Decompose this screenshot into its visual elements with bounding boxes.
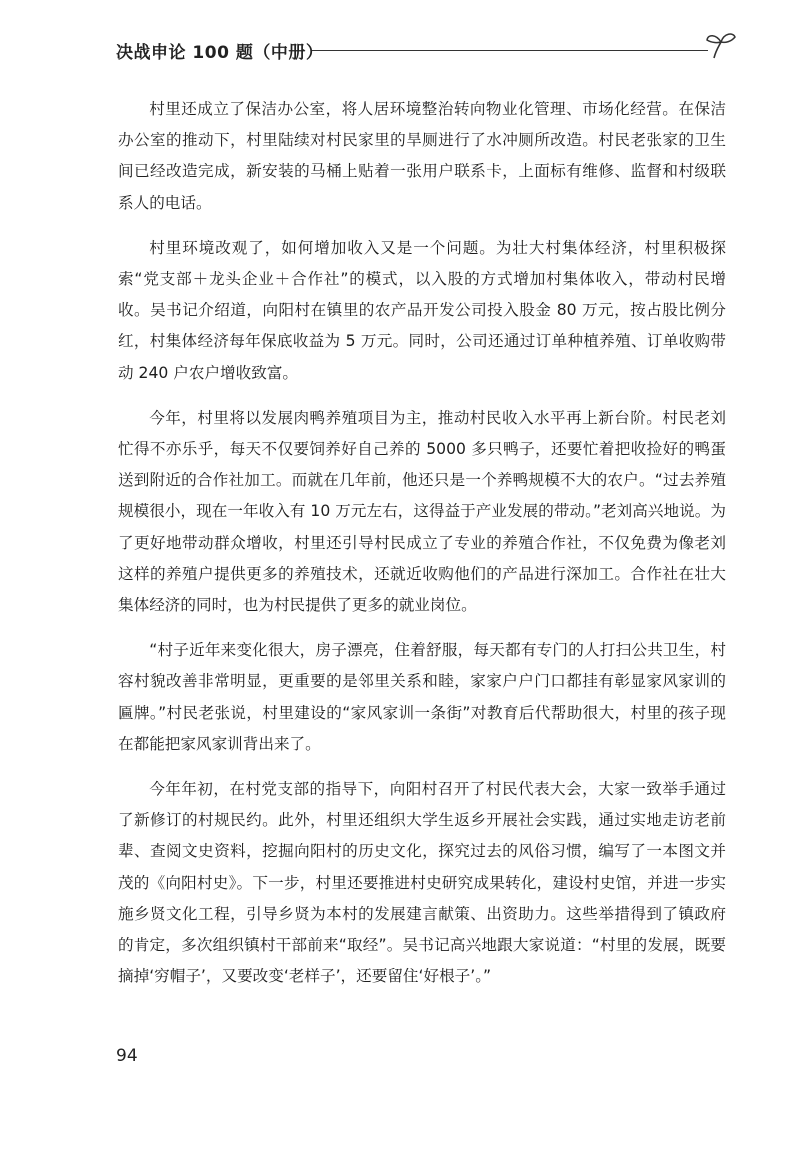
paragraph: 今年年初，在村党支部的指导下，向阳村召开了村民代表大会，大家一致举手通过了新修订的村规民约。此外，村里还组织大学生返乡开展社会实践，通过实地走访老前辈、查阅文史资料，挖掘向阳村的历史文化，探究过去的风俗习惯，编写了一本图文并茂的《向阳村史》。下一步，村里还要推进村史研究成果转化，建设村史馆，并进一步实施乡贤文化工程，引导乡贤为本村的发展建言献策、出资助力。这些举措得到了镇政府的肯定，多次组织镇村干部前来“取经”。吴书记高兴地跟大家说道：“村里的发展，既要摘掉‘穷帽子’，又要改变‘老样子’，还要留住‘好根子’。” [118,780,726,986]
paragraph: 今年，村里将以发展肉鸭养殖项目为主，推动村民收入水平再上新台阶。村民老刘忙得不亦乐乎，每天不仅要饲养好自己养的 5000 多只鸭子，还要忙着把收捡好的鸭蛋送到附近的合作社加工。而就在几年前，他还只是一个养鸭规模不大的农户。“过去养殖规模很小，现在一年收入有 10 万元左右，这得益于产业发展的带动。”老刘高兴地说。为了更好地带动群众增收，村里还引导村民成立了专业的养殖合作社，不仅免费为像老刘这样的养殖户提供更多的养殖技术，还就近收购他们的产品进行深加工。合作社在壮大集体经济的同时，也为村民提供了更多的就业岗位。 [118,408,726,615]
sprout-icon [704,30,738,60]
paragraph: “村子近年来变化很大，房子漂亮，住着舒服，每天都有专门的人打扫公共卫生，村容村貌改善非常明显，更重要的是邻里关系和睦，家家户户门口都挂有彰显家风家训的匾牌。”村民老张说，村里建设的“家风家训一条街”对教育后代帮助很大，村里的孩子现在都能把家风家训背出来了。 [118,641,726,753]
book-title: 决战申论 100 题（中册） [116,43,324,63]
page-number: 94 [116,1046,138,1066]
body-text [118,94,726,1006]
paragraph: 村里环境改观了，如何增加收入又是一个问题。为壮大村集体经济，村里积极探索“党支部＋龙头企业＋合作社”的模式，以入股的方式增加村集体收入，带动村民增收。吴书记介绍道，向阳村在镇里的农产品开发公司投入股金 80 万元，按占股比例分红，村集体经济每年保底收益为 5 万元。同时，公司还通过订单种植养殖、订单收购带动 240 户农户增收致富。 [118,238,726,382]
header-rule [312,50,708,51]
paragraph: 村里还成立了保洁办公室，将人居环境整治转向物业化管理、市场化经营。在保洁办公室的推动下，村里陆续对村民家里的旱厕进行了水冲厕所改造。村民老张家的卫生间已经改造完成，新安装的马桶上贴着一张用户联系卡，上面标有维修、监督和村级联系人的电话。 [118,100,726,212]
running-header [116,30,736,66]
